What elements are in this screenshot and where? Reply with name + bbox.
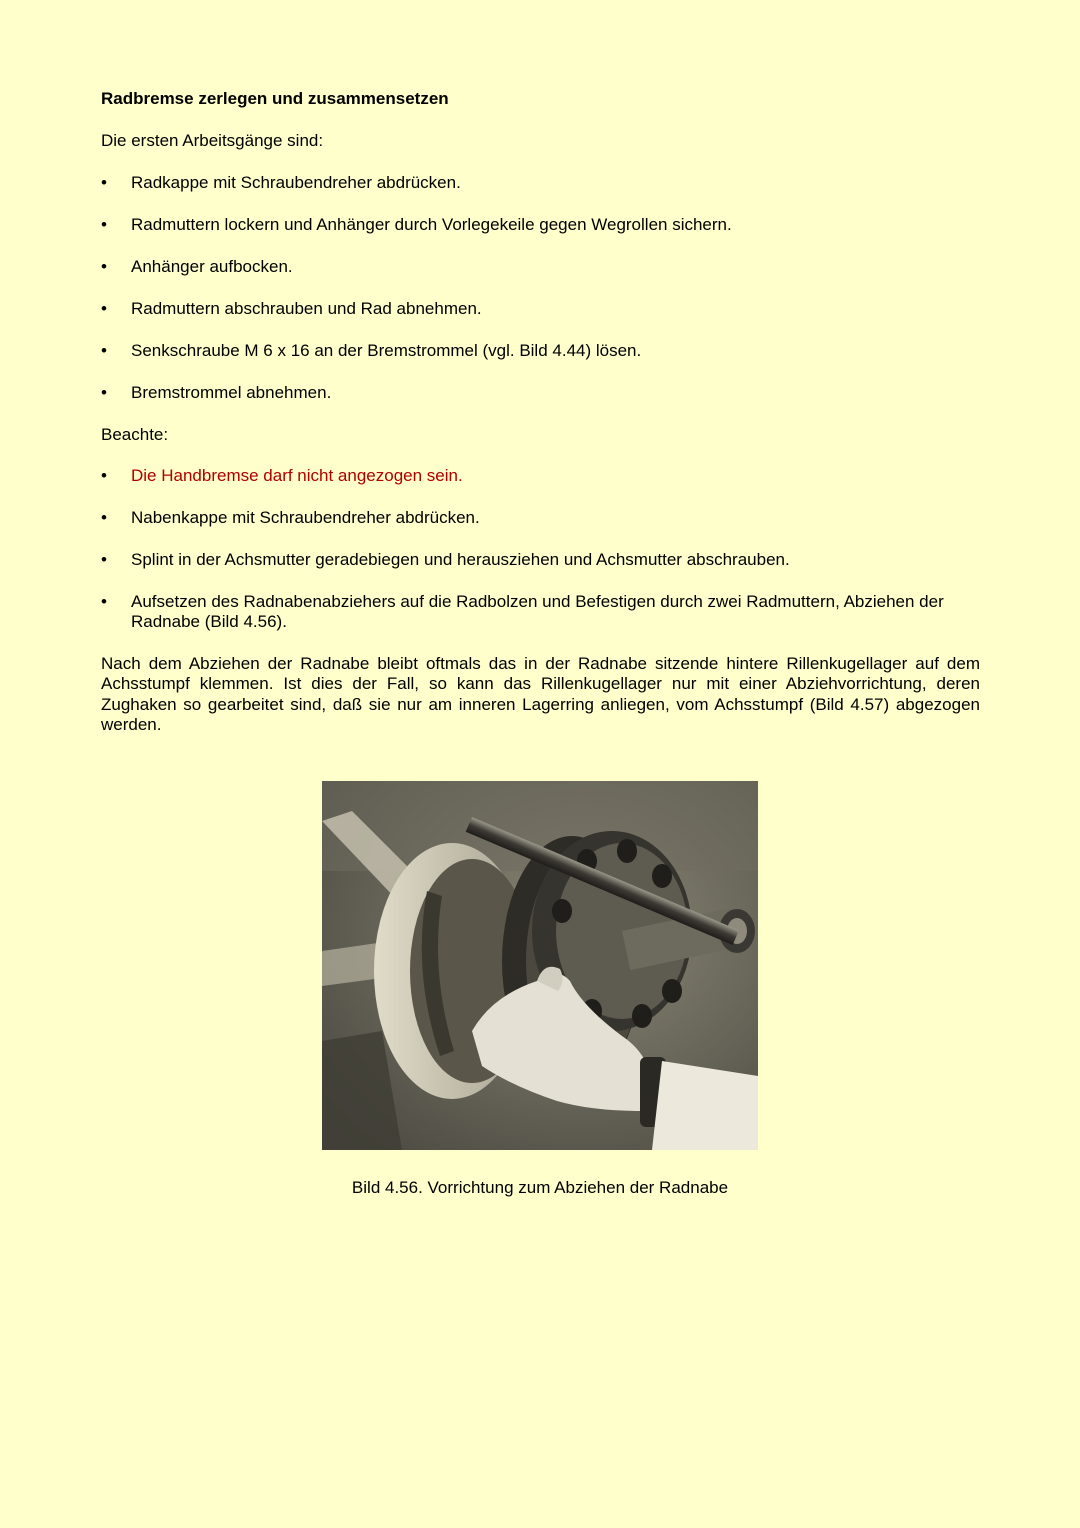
bullet-icon: • <box>101 466 107 485</box>
step-text: Senkschraube M 6 x 16 an der Bremstrommel (vgl. Bild 4.44) lösen. <box>131 341 642 360</box>
step-text: Radkappe mit Schraubendreher abdrücken. <box>131 173 461 192</box>
step-text: Bremstrommel abnehmen. <box>131 383 332 402</box>
bullet-icon: • <box>101 508 107 527</box>
note-text: Aufsetzen des Radnabenabziehers auf die Radbolzen und Befestigen durch zwei Radmuttern, Abziehen der Radnabe (Bild 4.56). <box>131 592 944 631</box>
bullet-icon: • <box>101 383 107 402</box>
step-text: Radmuttern abschrauben und Rad abnehmen. <box>131 299 482 318</box>
bullet-icon: • <box>101 299 107 318</box>
figure-photo <box>322 781 758 1150</box>
bullet-icon: • <box>101 173 107 192</box>
bullet-icon: • <box>101 550 107 569</box>
bullet-icon: • <box>101 592 107 611</box>
section-heading: Radbremse zerlegen und zusammensetzen <box>101 89 449 108</box>
figure-caption: Bild 4.56. Vorrichtung zum Abziehen der Radnabe <box>351 1178 729 1197</box>
note-text: Splint in der Achsmutter geradebiegen und herausziehen und Achsmutter abschrauben. <box>131 550 790 569</box>
bullet-icon: • <box>101 215 107 234</box>
body-paragraph: Nach dem Abziehen der Radnabe bleibt oftmals das in der Radnabe sitzende hintere Rillenkugellager auf dem Achsstumpf klemmen. Ist dies der Fall, so kann das Rillenkugellager nur mit einer Abziehvorrichtung, deren Zughaken so gearbeitet sind, daß sie nur am inneren Lagerring anliegen, vom Achsstumpf (Bild 4.57) abgezogen werden. <box>101 654 980 734</box>
intro-text: Die ersten Arbeitsgänge sind: <box>101 131 324 150</box>
note-text: Nabenkappe mit Schraubendreher abdrücken. <box>131 508 480 527</box>
step-text: Radmuttern lockern und Anhänger durch Vorlegekeile gegen Wegrollen sichern. <box>131 215 732 234</box>
note-label: Beachte: <box>101 425 169 444</box>
bullet-icon: • <box>101 257 107 276</box>
warning-text: Die Handbremse darf nicht angezogen sein. <box>131 466 463 485</box>
step-text: Anhänger aufbocken. <box>131 257 293 276</box>
bullet-icon: • <box>101 341 107 360</box>
wheel-hub-puller-photo <box>322 781 758 1150</box>
